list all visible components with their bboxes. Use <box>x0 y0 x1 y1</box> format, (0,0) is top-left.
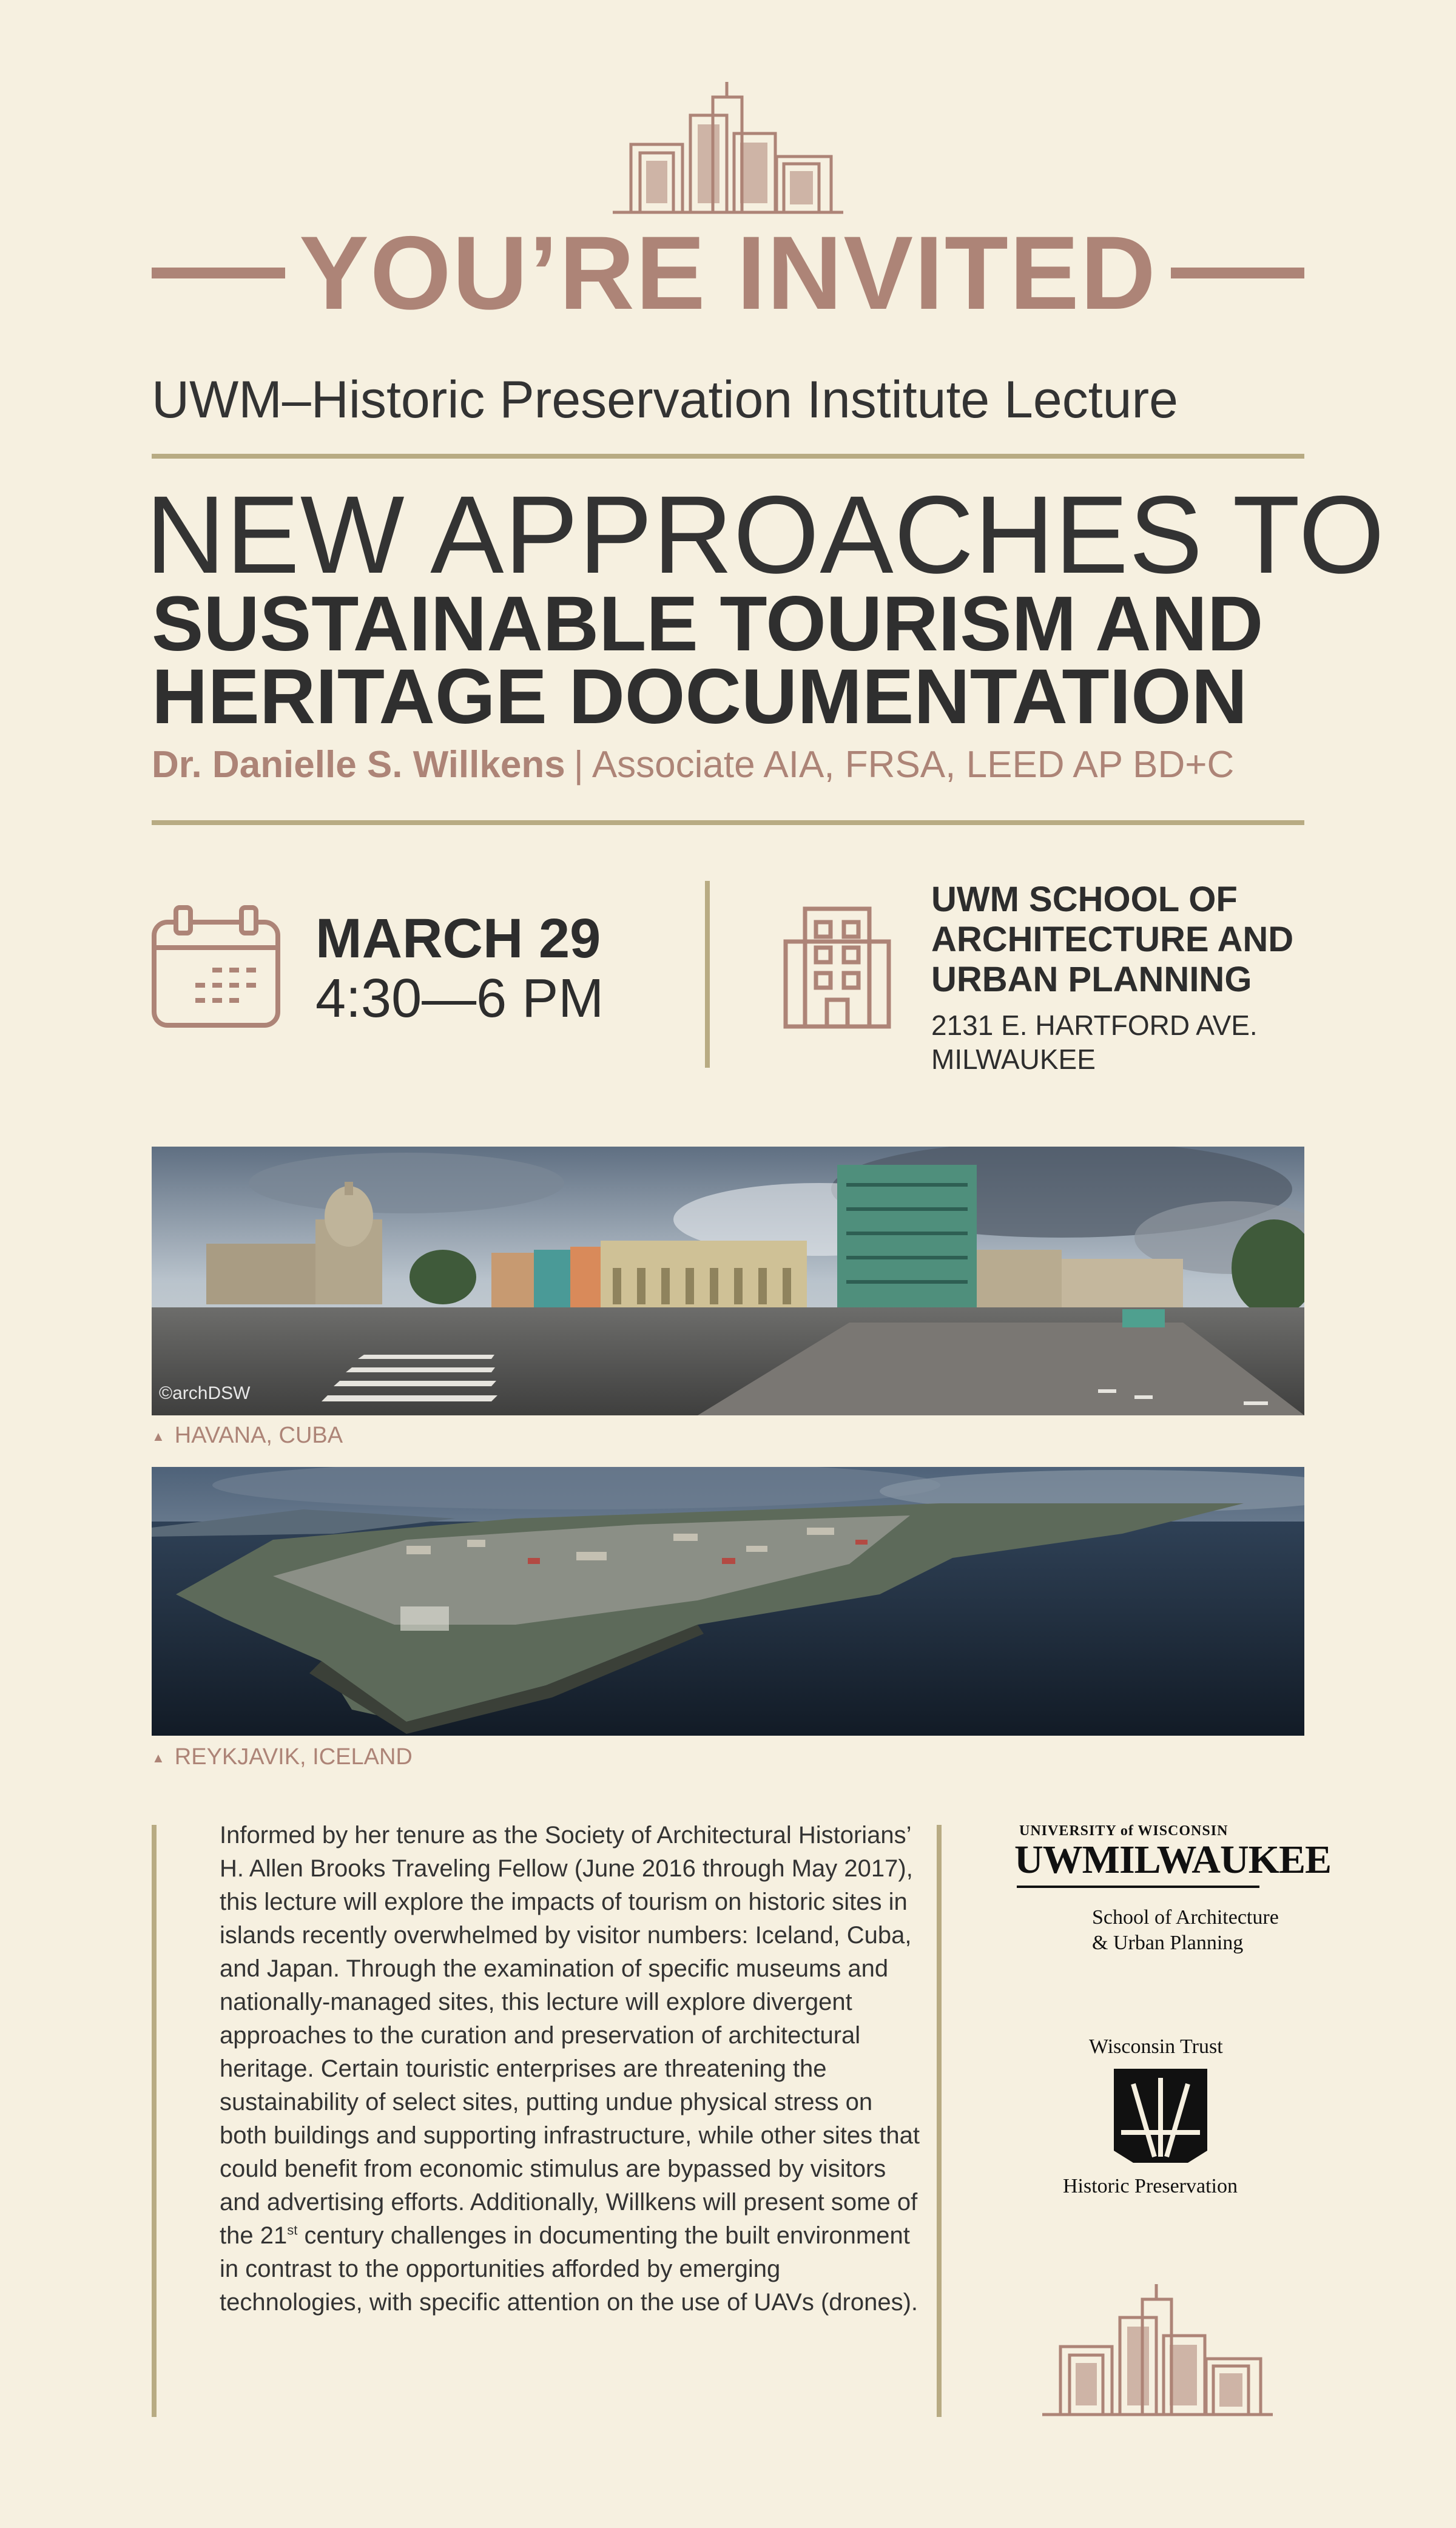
invited-text: YOU’RE INVITED <box>299 215 1157 331</box>
uwm-logo-top: UNIVERSITY of WISCONSIN <box>1019 1823 1228 1839</box>
speaker-name: Dr. Danielle S. Willkens <box>152 744 565 786</box>
havana-photo <box>152 1147 1304 1415</box>
lecture-series: UWM–Historic Preservation Institute Lecture <box>152 371 1178 429</box>
address-line-1: 2131 E. HARTFORD AVE. <box>931 1010 1258 1041</box>
uwm-logo-underline <box>1017 1886 1259 1888</box>
havana-caption-text: HAVANA, CUBA <box>174 1423 343 1448</box>
uwm-logo-main: UWMILWAUKEE <box>1014 1838 1331 1882</box>
skyline-icon <box>613 79 843 215</box>
reykjavik-caption <box>152 1744 413 1770</box>
event-time: 4:30—6 PM <box>315 968 604 1029</box>
venue-line-3: URBAN PLANNING <box>931 960 1252 999</box>
venue-line-1: UWM SCHOOL OF <box>931 880 1238 919</box>
trust-logo-top: Wisconsin Trust <box>1089 2035 1223 2058</box>
invited-line-right <box>1171 268 1304 278</box>
description-superscript: st <box>287 2222 298 2238</box>
description-part-1: Informed by her tenure as the Society of Architectural Historians’ H. Allen Brooks Traveling Fellow (June 2016 through May 2017), this lecture will explore the impacts of tourism on historic sites in islands recently overwhelmed by visitor numbers: Iceland, Cuba, and Japan. Through the examination of specific museums and nationally-managed sites, this lecture will explore divergent approaches to the curation and preservation of architectural heritage. Certain touristic enterprises are threatening the sustainability of select sites, putting undue physical stress on both buildings and supporting infrastructure, while other sites that could benefit from economic stimulus are bypassed by visitors and advertising efforts. Additionally, Willkens will present some of the 21 <box>220 1822 920 2249</box>
description-left-rule <box>152 1825 157 2417</box>
havana-caption <box>152 1423 343 1449</box>
speaker-line <box>152 743 1304 786</box>
speaker-credentials: Associate AIA, FRSA, LEED AP BD+C <box>592 744 1235 786</box>
caption-marker-icon: ▲ <box>152 1750 165 1765</box>
trust-logo-bottom: Historic Preservation <box>1063 2175 1238 2197</box>
building-icon <box>780 904 895 1029</box>
caption-marker-icon: ▲ <box>152 1428 165 1444</box>
address-line-2: MILWAUKEE <box>931 1043 1096 1075</box>
venue-line-2: ARCHITECTURE AND <box>931 920 1294 959</box>
rule-middle <box>152 820 1304 825</box>
speaker-separator: | <box>573 744 584 786</box>
skyline-icon-bottom <box>1042 2281 1273 2418</box>
title-line-3: HERITAGE DOCUMENTATION <box>152 653 1248 740</box>
calendar-icon <box>150 904 281 1029</box>
rule-top <box>152 454 1304 459</box>
invited-line-left <box>152 268 285 278</box>
reykjavik-caption-text: REYKJAVIK, ICELAND <box>174 1744 413 1770</box>
reykjavik-photo <box>152 1467 1304 1736</box>
uwm-logo-sub-2: & Urban Planning <box>1092 1932 1244 1954</box>
uwm-logo-sub-1: School of Architecture <box>1092 1906 1279 1929</box>
title-line-2: SUSTAINABLE TOURISM AND <box>152 581 1264 667</box>
wisconsin-trust-logo-icon <box>1109 2066 1212 2169</box>
invited-heading <box>152 215 1304 331</box>
title-line-1: NEW APPROACHES TO <box>146 473 1386 596</box>
event-divider <box>705 881 710 1068</box>
event-date: MARCH 29 <box>315 908 601 969</box>
description-part-2: century challenges in documenting the built environment in contrast to the opportunities afforded by emerging technologies, with specific attention on the use of UAVs (drones). <box>220 2222 918 2316</box>
photo-credit: ©archDSW <box>159 1383 251 1403</box>
description-text <box>220 1819 923 2319</box>
description-right-rule <box>937 1825 942 2417</box>
